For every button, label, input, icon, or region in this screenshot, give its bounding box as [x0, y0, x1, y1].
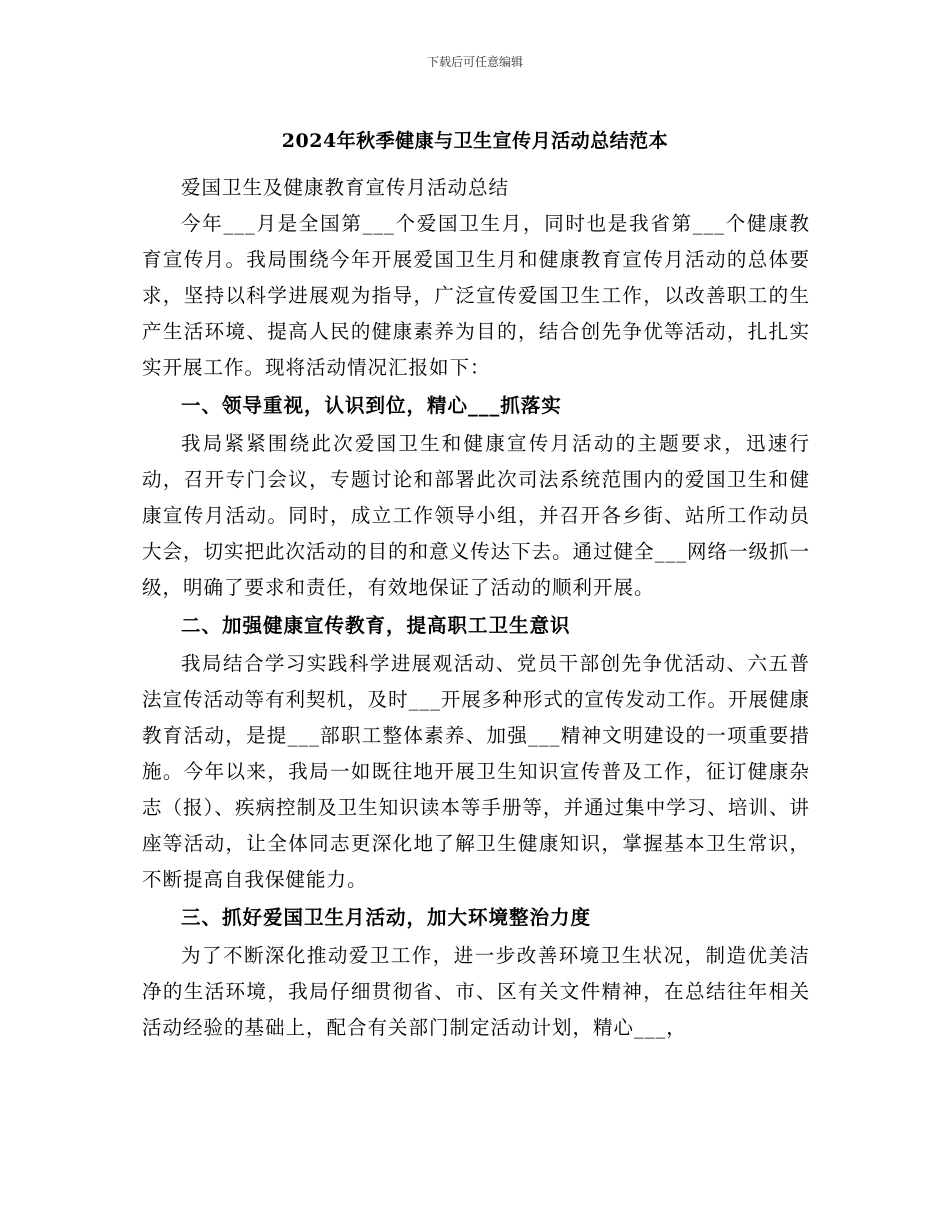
document-title: 2024年秋季健康与卫生宣传月活动总结范本 [281, 130, 669, 152]
document-body [142, 170, 810, 1046]
header-note: 下载后可任意编辑 [426, 55, 523, 69]
section-heading-1: 一、领导重视，认识到位，精心___抓落实 [181, 394, 562, 417]
paragraph-subtitle: 爱国卫生及健康教育宣传月活动总结 [181, 176, 510, 199]
section-heading-3: 三、抓好爱国卫生月活动，加大环境整治力度 [181, 906, 592, 929]
paragraph-intro: 今年___月是全国第___个爱国卫生月，同时也是我省第___个健康教育宣传月。我局围绕今年开展爱国卫生月和健康教育宣传月活动的总体要求，坚持以科学进展观为指导，广泛宣传爱国卫生工作，以改善职工的生产生活环境、提高人民的健康素养为目的，结合创先争优等活动，扎扎实实开展工作。现将活动情况汇报如下： [142, 212, 810, 379]
paragraph-section-3: 为了不断深化推动爱卫工作，进一步改善环境卫生状况，制造优美洁净的生活环境，我局仔细贯彻省、市、区有关文件精神，在总结往年相关活动经验的基础上，配合有关部门制定活动计划，精心___， [142, 944, 810, 1039]
section-heading-2: 二、加强健康宣传教育，提高职工卫生意识 [181, 614, 571, 637]
paragraph-section-1: 我局紧紧围绕此次爱国卫生和健康宣传月活动的主题要求，迅速行动，召开专门会议，专题讨论和部署此次司法系统范围内的爱国卫生和健康宣传月活动。同时，成立工作领导小组，并召开各乡街、站所工作动员大会，切实把此次活动的目的和意义传达下去。通过健全___网络一级抓一级，明确了要求和责任，有效地保证了活动的顺利开展。 [142, 432, 810, 599]
paragraph-section-2: 我局结合学习实践科学进展观活动、党员干部创先争优活动、六五普法宣传活动等有利契机，及时___开展多种形式的宣传发动工作。开展健康教育活动，是提___部职工整体素养、加强___精神文明建设的一项重要措施。今年以来，我局一如既往地开展卫生知识宣传普及工作，征订健康杂志（报）、疾病控制及卫生知识读本等手册等，并通过集中学习、培训、讲座等活动，让全体同志更深化地了解卫生健康知识，掌握基本卫生常识，不断提高自我保健能力。 [142, 652, 810, 891]
